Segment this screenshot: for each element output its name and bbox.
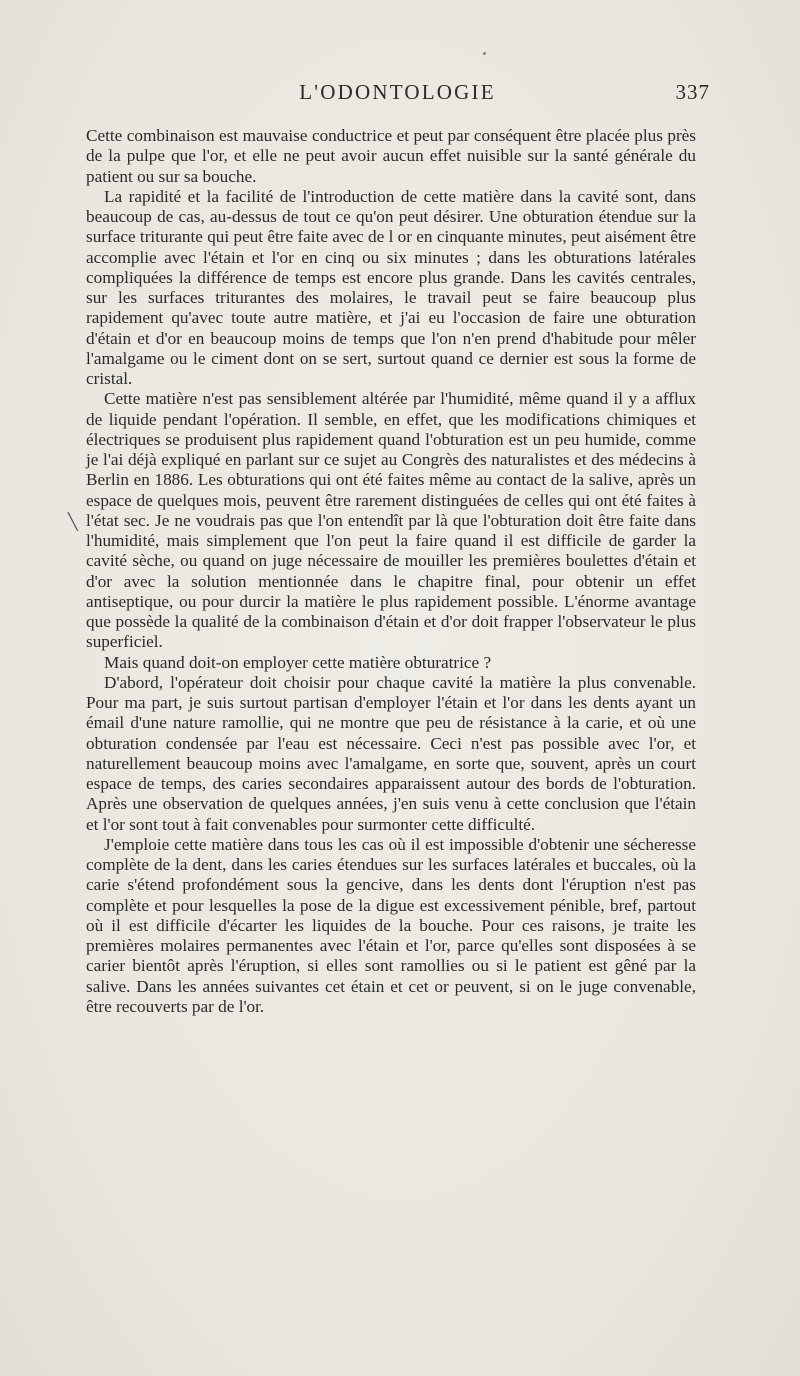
paragraph: La rapidité et la facilité de l'introduction de cette matière dans la cavité sont, dans beaucoup de cas, au-dessus de tout ce qu'on peut désirer. Une obturation étendue sur la surface triturante qui peut être faite avec de l or en cinquante minutes, peut aisément être accomplie avec l'étain et l'or en cinq ou six minutes ; dans les obturations latérales compliquées la différence de temps est encore plus grande. Dans les cavités centrales, sur les surfaces triturantes des molaires, le travail peut se faire beaucoup plus rapidement qu'avec toute autre matière, et j'ai eu l'occasion de faire une obturation d'étain et d'or en beaucoup moins de temps que l'on n'en prend d'habitude pour mêler l'amalgame ou le ciment dont on se sert, surtout quand ce dernier est sous la forme de cristal. [86,186,696,388]
paragraph: Mais quand doit-on employer cette matière obturatrice ? [104,652,492,672]
running-head [85,80,710,110]
paper-speck [483,52,486,55]
body-text [86,126,696,1017]
paragraph: Cette combinaison est mauvaise conductrice et peut par conséquent être placée plus près de la pulpe que l'or, et elle ne peut avoir aucun effet nuisible sur la santé générale du patient ou sur sa bouche. [86,126,696,186]
running-title: L'ODONTOLOGIE [299,80,496,104]
paragraph: J'emploie cette matière dans tous les cas où il est impossible d'obtenir une sécheresse complète de la dent, dans les caries étendues sur les surfaces latérales et buccales, où la carie s'étend profondément sous la gencive, dans les dents dont l'éruption n'est pas complète et pour lesquelles la pose de la digue est excessivement pénible, bref, partout où il est difficile d'écarter les liquides de la bouche. Pour ces raisons, je traite les premières molaires permanentes avec l'étain et l'or, parce qu'elles sont disposées à se carier bientôt après l'éruption, si elles sont ramollies ou si le patient est gêné par la salive. Dans les années suivantes cet étain et cet or peuvent, si on le juge convenable, être recouverts par de l'or. [86,834,696,1016]
paragraph: D'abord, l'opérateur doit choisir pour chaque cavité la matière la plus convenable. Pour ma part, je suis surtout partisan d'employer l'étain et l'or dans les dents ayant un émail d'une nature ramollie, qui ne montre que peu de résistance à la carie, et où une obturation condensée par l'eau est nécessaire. Ceci n'est pas possible avec l'or, et naturellement beaucoup moins avec l'amalgame, en sorte que, souvent, après un court espace de temps, des caries secondaires apparaissent autour des bords de l'obturation. Après une observation de quelques années, j'en suis venu à cette conclusion que l'étain et l'or sont tout à fait convenables pour surmonter cette difficulté. [86,672,696,834]
page-number: 337 [675,80,710,104]
paragraph: Cette matière n'est pas sensiblement altérée par l'humidité, même quand il y a afflux de liquide pendant l'opération. Il semble, en effet, que les modifications chimiques et électriques se produisent plus rapidement quand l'obturation est un peu humide, comme je l'ai déjà expliqué en parlant sur ce sujet au Congrès des naturalistes et des médecins à Berlin en 1886. Les obturations qui ont été faites même au contact de la salive, après un espace de quelques mois, peuvent être rarement distinguées de celles qui ont été faites à l'état sec. Je ne voudrais pas que l'on entendît par là que l'obturation doit être faite dans l'humidité, mais simplement que l'on peut la faire quand il est difficile de garder la cavité sèche, ou quand on juge nécessaire de mouiller les premières boulettes d'étain et d'or avec la solution mentionnée dans le chapitre final, pour obtenir un effet antiseptique, ou pour durcir la matière le plus rapidement possible. L'énorme avantage que possède la qualité de la combinaison d'étain et d'or doit frapper l'observateur le plus superficiel. [86,389,696,652]
margin-mark: ╲ [68,514,78,531]
